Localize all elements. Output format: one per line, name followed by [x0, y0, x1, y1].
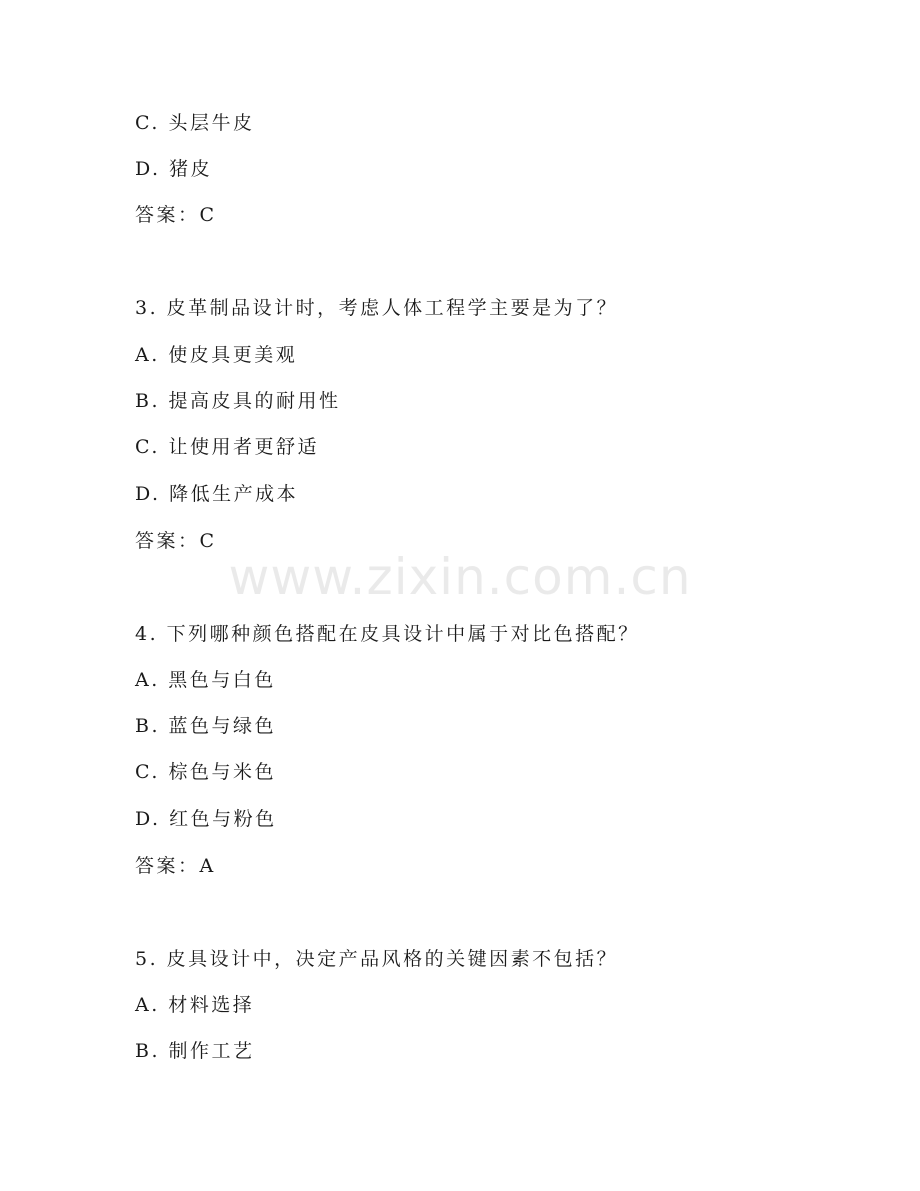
q2-answer: 答案：C: [135, 204, 217, 226]
q4-option-b: B. 蓝色与绿色: [135, 715, 277, 737]
q5-question: 5. 皮具设计中，决定产品风格的关键因素不包括？: [135, 948, 619, 970]
q4-question: 4. 下列哪种颜色搭配在皮具设计中属于对比色搭配？: [135, 623, 640, 645]
q2-option-c: C. 头层牛皮: [135, 112, 255, 134]
q3-question: 3. 皮革制品设计时，考虑人体工程学主要是为了？: [135, 297, 619, 319]
q3-answer: 答案：C: [135, 530, 217, 552]
q5-option-b: B. 制作工艺: [135, 1040, 255, 1062]
q3-option-a: A. 使皮具更美观: [135, 344, 298, 366]
q4-option-c: C. 棕色与米色: [135, 761, 276, 783]
q3-option-c: C. 让使用者更舒适: [135, 436, 319, 458]
q4-answer: 答案：A: [135, 855, 216, 877]
q3-option-b: B. 提高皮具的耐用性: [135, 390, 341, 412]
watermark: www.zixin.com.cn: [228, 548, 692, 606]
q3-option-d: D. 降低生产成本: [135, 483, 299, 505]
q4-option-d: D. 红色与粉色: [135, 808, 277, 830]
q2-option-d: D. 猪皮: [135, 158, 213, 180]
q4-option-a: A. 黑色与白色: [135, 669, 276, 691]
q5-option-a: A. 材料选择: [135, 994, 255, 1016]
